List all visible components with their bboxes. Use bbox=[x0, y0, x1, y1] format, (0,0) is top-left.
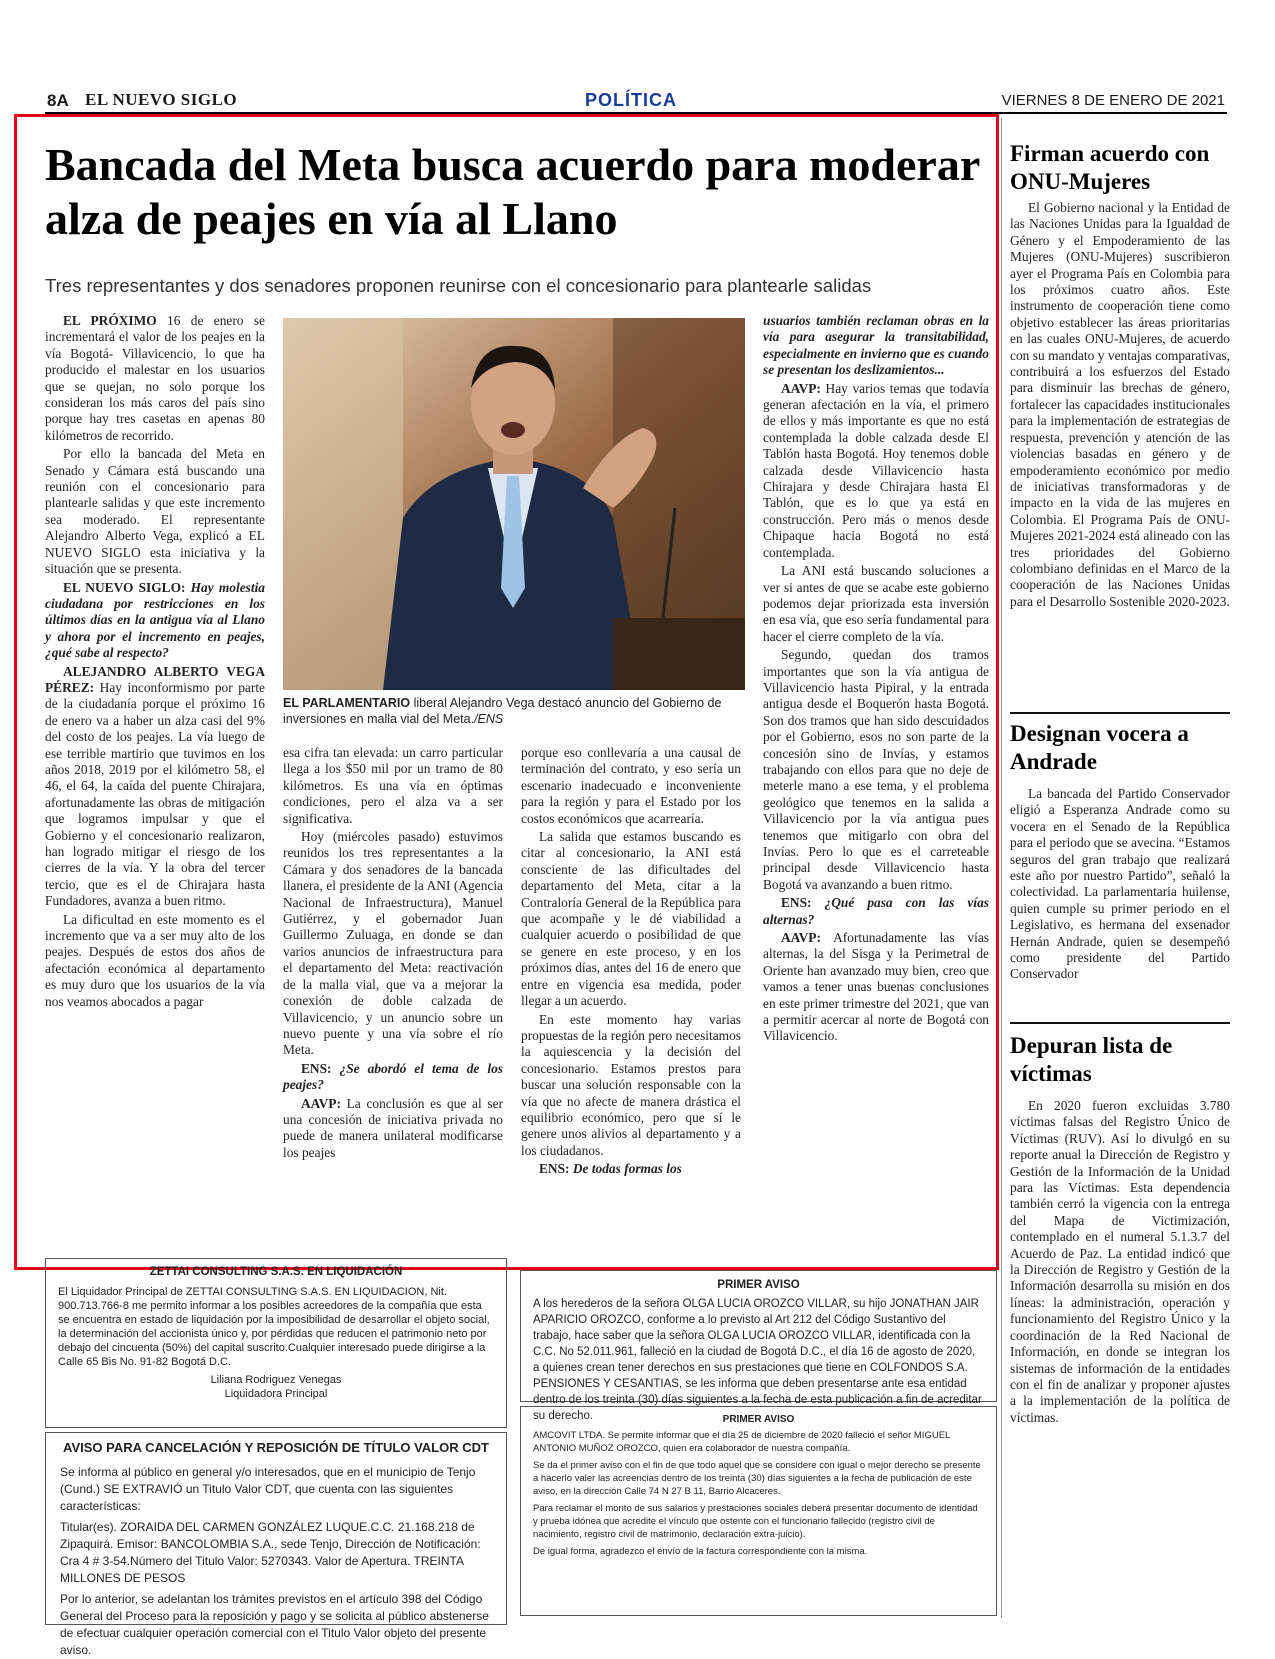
paragraph: esa cifra tan elevada: un carro particular llega a los $50 mil por un tramo de 80 kilómetros. Es una vía en óptimas condiciones, pero el alza va a ser significativa. bbox=[283, 745, 503, 826]
caption-text: liberal Alejandro Vega destacó anuncio del Gobierno de inversiones en malla vial del Meta. bbox=[283, 696, 722, 726]
speaker: ENS: bbox=[301, 1060, 332, 1076]
paragraph-text: 16 de enero se incrementará el valor de los peajes en la vía Bogotá- Villavicencio, lo que ha producido el malestar en los usuarios que se quejan, no solo porque los consideran los más caros del país sino porque hay tres casetas en apenas 80 kilómetros de recorrido. bbox=[45, 313, 265, 443]
question-continued: usuarios también reclaman obras en la vía para asegurar la transitabilidad, especialmente en invierno que es cuando se presentan los deslizamientos... bbox=[763, 313, 989, 378]
notice-text: AMCOVIT LTDA. Se permite informar que el día 25 de diciembre de 2020 falleció el señor MIGUEL ANTONIO MUÑOZ OROZCO, quien era colaborador de nuestra compañía. bbox=[533, 1430, 950, 1454]
notice-zettai bbox=[45, 1258, 507, 1428]
newspaper-name: EL NUEVO SIGLO bbox=[85, 90, 238, 109]
issue-date: VIERNES 8 DE ENERO DE 2021 bbox=[1001, 92, 1225, 109]
notice-text: De igual forma, agradezco el envío de la factura correspondiente con la misma. bbox=[533, 1546, 868, 1557]
column-divider bbox=[1001, 118, 1002, 1618]
question-text: ¿Se abordó el tema de los peajes? bbox=[283, 1060, 503, 1093]
paragraph: Hoy (miércoles pasado) estuvimos reunidos los tres representantes a la Cámara y dos senadores de la bancada llanera, el presidente de la ANI (Agencia Nacional de Infraestructura), Manuel Gutiérrez, y el gobernador Juan Guillermo Zuluaga, en donde se dan varios anuncios de infraestructura para el departamento del Meta: reactivación de la malla vial, que va a mejorar la conexión de doble calzada de Villavicencio, y un anuncio sobre un nuevo puente y una vía sobre el río Meta. bbox=[283, 829, 503, 1058]
brief-body-onu-mujeres bbox=[1010, 200, 1230, 610]
notice-signature-role: Liquidadora Principal bbox=[224, 1388, 328, 1400]
brief-title-onu-mujeres: Firman acuerdo con ONU-Mujeres bbox=[1010, 141, 1210, 194]
notice-primer-aviso-amcovit bbox=[520, 1406, 997, 1616]
paragraph: porque eso conllevaría a una causal de terminación del contrato, y eso sería un escenario inadecuado e inconveniente para la región y para el Estado por los costos económicos que acarrearía. bbox=[521, 745, 741, 826]
paragraph: La dificultad en este momento es el incremento que va a ser muy alto de los peajes. Después de estos dos años de afectación económica al departamento es muy duro que los usuarios de la vía nos veamos abocados a pagar bbox=[45, 911, 265, 1009]
caption-lead: EL PARLAMENTARIO bbox=[283, 696, 411, 710]
speaker: ENS: bbox=[539, 1161, 570, 1177]
notice-title: PRIMER AVISO bbox=[717, 1279, 800, 1291]
speaker: AAVP: bbox=[781, 930, 821, 946]
brief-title-andrade: Designan vocera a Andrade bbox=[1010, 721, 1189, 774]
notice-text: Por lo anterior, se adelantan los trámites previstos en el artículo 398 del Código General del Proceso para la reposición y pago y se solicita al público abstenerse de efectuar cualquier operación comercial con el Titulo Valor objeto del presente aviso. bbox=[60, 1592, 489, 1657]
speaker: EL NUEVO SIGLO: bbox=[63, 579, 186, 595]
brief-body-victimas bbox=[1010, 1098, 1230, 1426]
brief-divider bbox=[1010, 712, 1230, 714]
brief-divider bbox=[1010, 1022, 1230, 1024]
speaker: AAVP: bbox=[301, 1095, 341, 1111]
notice-text: Titular(es). ZORAIDA DEL CARMEN GONZÁLEZ LUQUE.C.C. 21.168.218 de Zipaquirá. Emisor: BANCOLOMBIA S.A., sede Tenjo, Dirección de Notificación: Cra 4 # 3-54.Número del Titulo Valor: 5270343. Valor de Apertura. TREINTA MILLONES DE PESOS bbox=[60, 1520, 481, 1585]
notice-title: AVISO PARA CANCELACIÓN Y REPOSICIÓN DE TÍTULO VALOR CDT bbox=[63, 1440, 489, 1455]
notice-text: Se informa al público en general y/o interesados, que en el municipio de Tenjo (Cund.) SE EXTRAVIÓ un Titulo Valor CDT, que cuenta con las siguientes características: bbox=[60, 1465, 476, 1513]
notice-title: PRIMER AVISO bbox=[722, 1414, 795, 1425]
paragraph: La salida que estamos buscando es citar al concesionario, la ANI está consciente de las dificultades del departamento del Meta, citar a la Contraloría General de la República para que acompañe y le dé viabilidad a cualquier acuerdo o posibilidad de que se genere en este proceso, y en los próximos días, antes del 16 de enero que entre en vigencia esa medida, poder llegar a un acuerdo. bbox=[521, 829, 741, 1009]
notice-title: ZETTAI CONSULTING S.A.S. EN LIQUIDACIÓN bbox=[149, 1266, 403, 1278]
notice-text: Para reclamar el monto de sus salarios y prestaciones sociales deberá presentar documento de identidad y prueba idónea que acredite el vínculo que ostente con el funcionario fallecido (registro civil de nacimiento, registro civil de matrimonio, declaración extra-juicio). bbox=[533, 1503, 978, 1540]
brief-text: La bancada del Partido Conservador eligió a Esperanza Andrade como su vocera en el Senado de la República para el periodo que se avecina. “Estamos seguros del gran trabajo que realizará este año por nuestro Partido”, señaló la colectividad. La parlamentaria huilense, quien cumple su primer periodo en el Legislativo, es hermana del exsenador Hernán Andrade, quien se desempeñó como presidente del Partido Conservador bbox=[1010, 786, 1230, 982]
answer-text: Afortunadamente las vías alternas, la del Sisga y la Perimetral de Oriente han avanzado muy bien, creo que vamos a tener unas buenas conclusiones en este primer trimestre del 2021, que van a permitir acercar al norte de Bogotá con Villavicencio. bbox=[763, 930, 989, 1044]
speaker: AAVP: bbox=[781, 380, 821, 396]
paragraph: Segundo, quedan dos tramos importantes que son la vía antigua de Villavicencio hasta Pipiral, y la entrada antigua desde el Boquerón hasta Bogotá. Son dos tramos que han sido descuidados por el Gobierno, esos no son parte de la concesión sino de Invías, y estamos trabajando con ellos para que no deje de meterle mano a ese tema, y el problema geológico que tenemos en la salida a Villavicencio por la vía antigua pues tenemos que mitigarlo con obra del Invías. Pero lo que es el carreteable principal desde Villavicencio hasta Bogotá va avanzando a buen ritmo. bbox=[763, 647, 989, 892]
brief-text: El Gobierno nacional y la Entidad de las Naciones Unidas para la Igualdad de Género y el Empoderamiento de las Mujeres (ONU-Mujeres) suscribieron ayer el Programa País en Colombia para los próximos cuatro años. Este instrumento de cooperación tiene como objetivo establecer las áreas prioritarias en las cuales ONU-Mujeres, de acuerdo con su mandato y ventajas comparativas, contribuirá a los esfuerzos del Estado para disminuir las brechas de género, fortalecer las capacidades institucionales para la implementación de estrategias de respuesta, prevención y atención de las violencias basadas en género y de empoderamiento económico por medio de iniciativas transformadoras y de impacto en la vida de las mujeres en Colombia. El Programa País de ONU-Mujeres 2021-2024 está alineado con las tres prioridades del Gobierno colombiano definidas en el Marco de la cooperación de las Naciones Unidas para el Desarrollo Sostenible 2020-2023. bbox=[1010, 200, 1230, 609]
article-subhead: Tres representantes y dos senadores proponen reunirse con el concesionario para plantearle salidas bbox=[45, 275, 872, 296]
answer-text: Hay varios temas que todavía generan afectación en la vía, el primero de ellos y más importante es que no está contemplada la doble calzada desde El Tablón hasta Bogotá. Hoy tenemos doble calzada desde Villavicencio hasta Chirajara y desde Chirajara hasta El Tablón, que es lo que ya está en construcción. Pero más o menos desde Chipaque hacia Bogotá no está contemplada. bbox=[763, 380, 989, 560]
notice-primer-aviso-orozco bbox=[520, 1270, 997, 1422]
article-headline: Bancada del Meta busca acuerdo para moderar alza de peajes en vía al Llano bbox=[45, 139, 980, 245]
brief-text: En 2020 fueron excluidas 3.780 víctimas falsas del Registro Único de Víctimas (RUV). Así lo divulgó en su reporte anual la Dirección de Registro y Gestión de la Información de la Unidad para las Víctimas. Esta dependencia también cerró la vigencia con la entrega del Mapa de Victimización, contemplado en el numeral 5.1.3.7 del Acuerdo de Paz. La entidad indicó que la Dirección de Registro y Gestión de la Información desarrolla su misión en dos líneas: la administración, operación y funcionamiento del Registro Único y la coordinación de la Red Nacional de Información, en donde se integran los sistemas de información de la entidades con el fin de analizar y proponer ajustes a la implementación de la política de víctimas. bbox=[1010, 1098, 1230, 1425]
paragraph: En este momento hay varias propuestas de la región pero necesitamos la aquiescencia y la decisión del concesionario. Estamos prestos para buscar una solución responsable con la vía que no afecte de manera drástica el equilibrio económico, pero que sí le genere unos alivios al departamento y a los ciudadanos. bbox=[521, 1011, 741, 1158]
lead-in: EL PRÓXIMO bbox=[63, 313, 157, 328]
speaker: ALEJANDRO ALBERTO VEGA PÉREZ: bbox=[45, 663, 265, 695]
section-label: POLÍTICA bbox=[585, 90, 677, 110]
caption-credit: /ENS bbox=[474, 712, 504, 726]
brief-body-andrade bbox=[1010, 786, 1230, 983]
question-text: Hay molestia ciudadana por restricciones en los últimos días en la antigua vía al Llano y ahora por el incremento en peajes, ¿qué sabe al respecto? bbox=[45, 579, 265, 661]
highlight-frame bbox=[14, 114, 999, 1270]
question-text: De todas formas los bbox=[569, 1161, 682, 1177]
paragraph: La ANI está buscando soluciones a ver si antes de que se acabe este gobierno podemos dejar priorizada esta inversión en esa vía, que eso sería fundamental para hacer el cierre completo de la vía. bbox=[763, 563, 989, 644]
question-text: ¿Qué pasa con las vías alternas? bbox=[763, 895, 989, 927]
page-number: 8A bbox=[47, 91, 69, 110]
answer-text: La conclusión es que al ser una concesión de iniciativa privada no puede de manera unilateral modificarse los peajes bbox=[283, 1095, 503, 1160]
notice-signature-name: Liliana Rodriguez Venegas bbox=[210, 1374, 342, 1386]
notice-text: A los herederos de la señora OLGA LUCIA OROZCO VILLAR, su hijo JONATHAN JAIR APARICIO OROZCO, conforme a lo previsto al Art 212 del Código Sustantivo del trabajo, hace saber que la señora OLGA LUCIA OROZCO VILLAR, identificada con la C.C. No 52.011.961, falleció en la ciudad de Bogotá D.C., el día 16 de agosto de 2020, a quienes crean tener derechos en sus prestaciones que tiene en COLFONDOS S.A. PENSIONES Y CESANTIAS, se les informa que deben presentarse ante esa entidad dentro de los treinta (30) días siguientes a la fecha de esta publicación a fin de acreditar su derecho. bbox=[533, 1298, 982, 1422]
speaker: ENS: bbox=[781, 895, 812, 911]
notice-cdt bbox=[45, 1432, 507, 1657]
answer-text: Hay inconformismo por parte de la ciudadanía porque el próximo 16 de enero va a haber un alza casi del 9% del costo de los peajes. La vía luego de ese terrible martirio que tuvimos en los años 2018, 2019 por el kilómetro 58, el 46, el 64, la caída del puente Chirajara, afortunadamente las obras de mitigación que logramos impulsar y que el Gobierno y el concesionario realizaron, han logrado mitigar el riesgo de los cierres de la vía. Y la obra del tercer tercio, que es el de Chirajara hasta Fundadores, avanza a buen ritmo. bbox=[45, 679, 265, 909]
paragraph: Por ello la bancada del Meta en Senado y Cámara está buscando una reunión con el concesionario para plantearle salidas y que este incremento sea moderado. El representante Alejandro Alberto Vega, explicó a EL NUEVO SIGLO esta iniciativa y la situación que se presenta. bbox=[45, 446, 265, 577]
notice-text: Se da el primer aviso con el fin de que todo aquel que se considere con igual o mejor derecho se presente a hacerlo valer las acreencias dentro de los treinta (30) días siguientes a la fecha de publicación de este aviso, en la dirección Calle 74 N 27 B 11, Barrio Alcaceres. bbox=[533, 1460, 981, 1497]
notice-text: El Liquidador Principal de ZETTAI CONSULTING S.A.S. EN LIQUIDACION, Nit. 900.713.766-8 me permito informar a los posibles acreedores de la compañía que esta se encuentra en estado de liquidación por la imposibilidad de desarrollar el objeto social, la determinación del accionista único y, por pérdidas que reducen el patrimonio neto por debajo del cincuenta (50%) del capital suscrito.Cualquier interesado puede dirigirse a la Calle 65 Bis No. 91-82 Bogotá D.C. bbox=[58, 1286, 490, 1368]
brief-title-victimas: Depuran lista de víctimas bbox=[1010, 1033, 1173, 1086]
